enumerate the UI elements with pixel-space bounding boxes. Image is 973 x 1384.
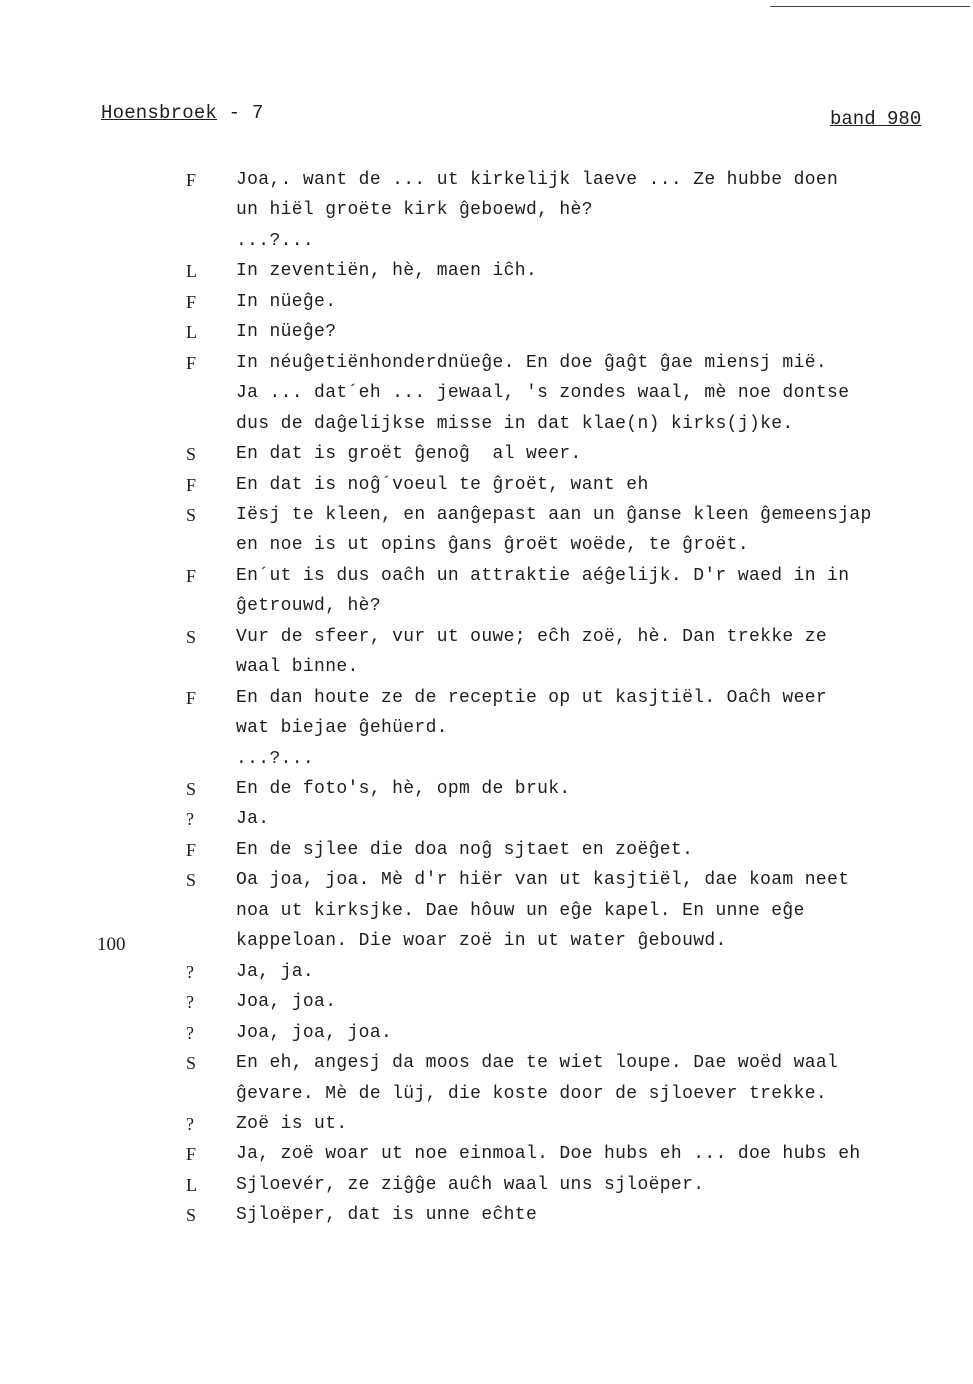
place-title: Hoensbroek	[101, 102, 218, 124]
transcript-line	[0, 865, 973, 895]
utterance-text: In nüeĝe.	[236, 291, 337, 312]
utterance-text: In néuĝetiënhonderdnüeĝe. En doe ĝaĝt ĝae miensj mië.	[236, 352, 828, 373]
transcript-line	[0, 1200, 973, 1230]
utterance-text: Ja.	[236, 809, 270, 830]
speaker-label: S	[186, 444, 197, 465]
page-header-left	[101, 102, 263, 124]
page-number: - 7	[217, 102, 264, 124]
speaker-label: S	[186, 626, 197, 647]
utterance-text: Iësj te kleen, en aanĝepast aan un ĝanse kleen ĝemeensjap	[236, 504, 872, 525]
transcript-line	[0, 348, 973, 378]
utterance-text: en noe is ut opins ĝans ĝroët woëde, te ĝroët.	[236, 535, 749, 556]
utterance-text: wat biejae ĝehüerd.	[236, 718, 448, 739]
speaker-label: ?	[186, 809, 194, 830]
utterance-text: En de foto's, hè, opm de bruk.	[236, 779, 571, 799]
utterance-text: ĝevare. Mè de lüj, die koste door de sjloever trekke.	[236, 1083, 828, 1104]
transcript-line	[0, 500, 973, 530]
speaker-label: F	[186, 474, 197, 495]
speaker-label: L	[186, 261, 197, 282]
utterance-text: noa ut kirksjke. Dae hôuw un eĝe kapel. En unne eĝe	[236, 900, 805, 921]
utterance-text: En dat is noĝ´voeul te ĝroët, want eh	[236, 474, 649, 495]
transcript-line	[0, 987, 973, 1017]
speaker-label: ?	[186, 1113, 194, 1134]
utterance-text: Joa, joa, joa.	[236, 1022, 393, 1043]
speaker-label: L	[186, 322, 197, 343]
speaker-label: F	[186, 687, 197, 708]
transcript-line	[0, 530, 973, 560]
speaker-label: S	[186, 1205, 197, 1226]
speaker-label: F	[186, 291, 197, 312]
utterance-text: En´ut is dus oaĉh un attraktie aéĝelijk. D'r waed in in	[236, 565, 850, 586]
transcript-line	[0, 957, 973, 987]
utterance-text: En eh, angesj da moos dae te wiet loupe. Dae woëd waal	[236, 1053, 839, 1073]
speaker-label: S	[186, 504, 197, 525]
transcript-line	[0, 591, 973, 621]
speaker-label: S	[186, 779, 197, 799]
transcript-line	[0, 561, 973, 591]
utterance-text: ...?...	[236, 748, 315, 769]
utterance-text: Sjloevér, ze ziĝĝe auĉh waal uns sjloëper.	[236, 1174, 705, 1195]
utterance-text: En dan houte ze de receptie op ut kasjtiël. Oaĉh weer	[236, 687, 828, 708]
transcript-line	[0, 683, 973, 713]
top-rule	[770, 6, 970, 7]
transcript-line	[0, 378, 973, 408]
utterance-text: Ja, zoë woar ut noe einmoal. Doe hubs eh ... doe hubs eh	[236, 1144, 861, 1165]
utterance-text: In zeventiën, hè, maen iĉh.	[236, 261, 538, 282]
speaker-label: ?	[186, 1022, 194, 1043]
band-label: band 980	[830, 108, 922, 130]
transcript-line	[0, 317, 973, 347]
speaker-label: ?	[186, 961, 194, 982]
transcript-line	[0, 256, 973, 286]
utterance-text: Oa joa, joa. Mè d'r hiër van ut kasjtiël, dae koam neet	[236, 870, 850, 891]
utterance-text: Joa,. want de ... ut kirkelijk laeve ... Ze hubbe doen	[236, 170, 839, 190]
speaker-label: F	[186, 352, 197, 373]
utterance-text: kappeloan. Die woar zoë in ut water ĝebouwd.	[236, 931, 727, 952]
transcript-line	[0, 470, 973, 500]
transcript-line	[0, 774, 973, 804]
transcript-line	[0, 409, 973, 439]
transcript-line	[0, 1139, 973, 1169]
transcript-line	[0, 652, 973, 682]
utterance-text: dus de daĝelijkse misse in dat klae(n) kirks(j)ke.	[236, 413, 794, 434]
speaker-label: F	[186, 170, 197, 190]
utterance-text: Ja ... dat´eh ... jewaal, 's zondes waal, mè noe dontse	[236, 383, 850, 404]
utterance-text: Vur de sfeer, vur ut ouwe; eĉh zoë, hè. Dan trekke ze	[236, 626, 828, 647]
utterance-text: ĝetrouwd, hè?	[236, 596, 381, 617]
utterance-text: Sjloëper, dat is unne eĉhte	[236, 1205, 538, 1226]
transcript-line	[0, 896, 973, 926]
utterance-text: un hiël groëte kirk ĝeboewd, hè?	[236, 200, 593, 221]
utterance-text: In nüeĝe?	[236, 322, 337, 343]
transcript-line	[0, 804, 973, 834]
transcript-line	[0, 713, 973, 743]
speaker-label: F	[186, 565, 197, 586]
speaker-label: S	[186, 870, 197, 891]
transcript-line	[0, 835, 973, 865]
speaker-label: F	[186, 839, 197, 860]
utterance-text: ...?...	[236, 230, 315, 251]
transcript-line	[0, 195, 973, 225]
speaker-label: L	[186, 1174, 197, 1195]
transcript-line	[0, 622, 973, 652]
transcript-line	[0, 1079, 973, 1109]
transcript-line	[0, 744, 973, 774]
transcript-line	[0, 287, 973, 317]
speaker-label: F	[186, 1144, 197, 1165]
transcript-line	[0, 1109, 973, 1139]
speaker-label: ?	[186, 992, 194, 1013]
utterance-text: En de sjlee die doa noĝ sjtaet en zoëĝet.	[236, 839, 694, 860]
speaker-label: S	[186, 1053, 197, 1073]
transcript-line	[0, 1048, 973, 1078]
utterance-text: En dat is groët ĝenoĝ al weer.	[236, 444, 582, 465]
transcript-line	[0, 165, 973, 195]
transcript-line	[0, 439, 973, 469]
utterance-text: waal binne.	[236, 657, 359, 678]
utterance-text: Zoë is ut.	[236, 1113, 348, 1134]
utterance-text: Joa, joa.	[236, 992, 337, 1013]
transcript-line	[0, 226, 973, 256]
margin-line-number: 100	[97, 934, 126, 955]
transcript-line	[0, 926, 973, 956]
transcript-line	[0, 1018, 973, 1048]
transcript-line	[0, 1170, 973, 1200]
utterance-text: Ja, ja.	[236, 961, 315, 982]
